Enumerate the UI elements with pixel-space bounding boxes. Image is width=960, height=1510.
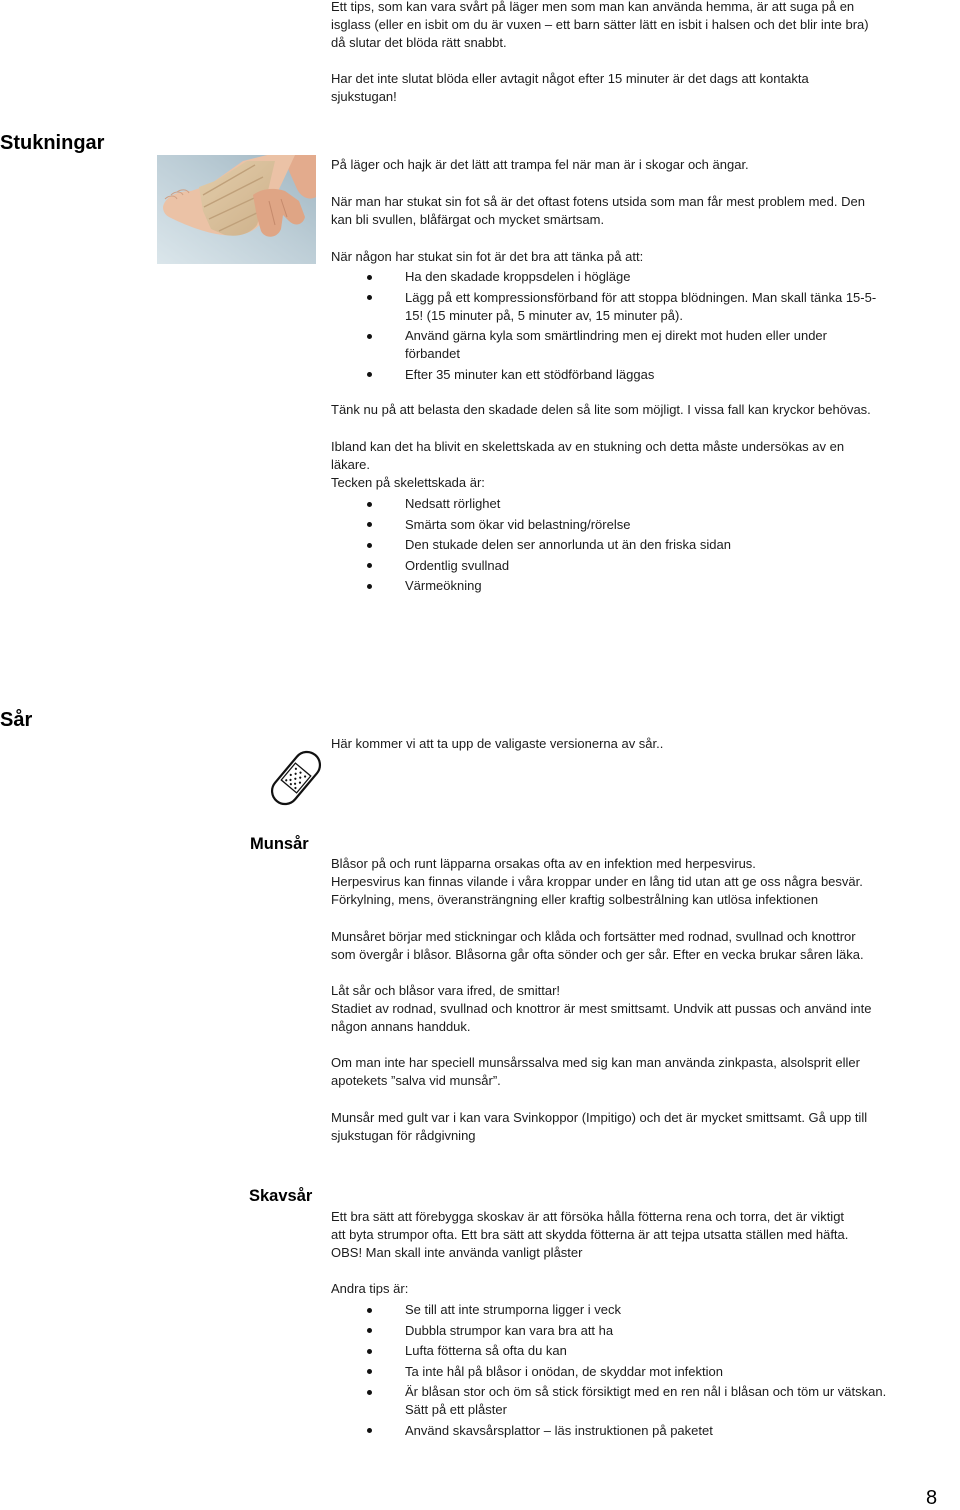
text-line: kan bli svullen, blåfärgat och mycket smärtsam. bbox=[331, 212, 605, 227]
text-line: Tänk nu på att belasta den skadade delen så lite som möjligt. I vissa fall kan kryckor behövas. bbox=[331, 402, 871, 417]
bullet-icon bbox=[367, 1369, 372, 1374]
list-item bbox=[331, 1342, 957, 1360]
text-line: Är blåsan stor och öm så stick försiktigt med en ren nål i blåsan och töm ur vätskan. bbox=[405, 1384, 887, 1399]
signs-list bbox=[331, 495, 957, 598]
list-item bbox=[331, 268, 957, 286]
list-item bbox=[331, 1383, 957, 1419]
text-line: Använd skavsårsplattor – läs instruktionen på paketet bbox=[405, 1422, 713, 1438]
text-line: Här kommer vi att ta upp de valigaste versionerna av sår.. bbox=[331, 736, 664, 751]
text-line: som övergår i blåsor. Blåsorna går ofta sönder och ger sår. Efter en vecka brukar såren läka. bbox=[331, 947, 864, 962]
munsar-paragraph bbox=[331, 1109, 957, 1145]
list-item bbox=[331, 536, 957, 554]
text-line: Ta inte hål på blåsor i onödan, de skyddar mot infektion bbox=[405, 1363, 723, 1379]
bullet-icon bbox=[367, 1390, 372, 1395]
bullet-icon bbox=[367, 543, 372, 548]
list-item bbox=[331, 516, 957, 534]
stukningar-heading: Stukningar bbox=[0, 132, 105, 154]
text-line: Sätt på ett plåster bbox=[405, 1402, 507, 1417]
care-list bbox=[331, 268, 957, 386]
text-line: Herpesvirus kan finnas vilande i våra kroppar under en lång tid utan att ge oss några besvär. bbox=[331, 874, 863, 889]
text-line: På läger och hajk är det lätt att trampa fel när man är i skogar och ängar. bbox=[331, 157, 749, 172]
bullet-icon bbox=[367, 1328, 372, 1333]
text-line: Tecken på skelettskada är: bbox=[331, 475, 485, 490]
list-item bbox=[331, 327, 957, 363]
sar-heading: Sår bbox=[0, 709, 33, 731]
text-line: Stadiet av rodnad, svullnad och knottror är mest smittsamt. Undvik att pussas och använd inte bbox=[331, 1001, 872, 1016]
text-line: Har det inte slutat blöda eller avtagit något efter 15 minuter är det dags att kontakta bbox=[331, 71, 809, 86]
followup-paragraph bbox=[331, 70, 957, 106]
page-number: 8 bbox=[926, 1487, 938, 1509]
text-line: någon annans handduk. bbox=[331, 1019, 471, 1034]
text-line: läkare. bbox=[331, 457, 371, 472]
text-line: Ordentlig svullnad bbox=[405, 557, 510, 573]
list-item bbox=[331, 1301, 957, 1319]
bullet-icon bbox=[367, 584, 372, 589]
list-item bbox=[331, 1422, 957, 1440]
bullet-icon bbox=[367, 522, 372, 527]
text-line: Efter 35 minuter kan ett stödförband läggas bbox=[405, 366, 655, 382]
text-line: Låt sår och blåsor vara ifred, de smittar! bbox=[331, 983, 561, 998]
bullet-icon bbox=[367, 563, 372, 568]
text-line: Se till att inte strumporna ligger i veck bbox=[405, 1302, 622, 1317]
stukningar-intro bbox=[331, 156, 957, 174]
list-item bbox=[331, 557, 957, 575]
munsar-paragraph bbox=[331, 982, 957, 1036]
bullet-icon bbox=[367, 295, 372, 300]
munsar-paragraph bbox=[331, 855, 957, 909]
text-line: När man har stukat sin fot så är det oftast fotens utsida som man får mest problem med. Den bbox=[331, 194, 865, 209]
text-line: Värmeökning bbox=[405, 578, 482, 593]
sar-intro bbox=[331, 735, 957, 753]
list-item bbox=[331, 1363, 957, 1381]
text-line: Ibland kan det ha blivit en skelettskada av en stukning och detta måste undersökas av en bbox=[331, 439, 845, 454]
care-intro bbox=[331, 248, 957, 266]
text-line: Dubbla strumpor kan vara bra att ha bbox=[405, 1322, 614, 1338]
text-line: Blåsor på och runt läpparna orsakas ofta av en infektion med herpesvirus. bbox=[331, 856, 756, 871]
text-line: då slutar det blöda rätt snabbt. bbox=[331, 35, 507, 50]
text-line: Om man inte har speciell munsårssalva med sig kan man använda zinkpasta, alsolsprit eller bbox=[331, 1055, 860, 1070]
text-line: Lägg på ett kompressionsförband för att stoppa blödningen. Man skall tänka 15-5- bbox=[405, 289, 877, 305]
load-paragraph bbox=[331, 401, 957, 419]
text-line: Ett tips, som kan vara svårt på läger men som man kan använda hemma, är att suga på en bbox=[331, 0, 855, 14]
text-line: Lufta fötterna så ofta du kan bbox=[405, 1343, 567, 1358]
text-line: sjukstugan! bbox=[331, 89, 397, 104]
text-line: isglass (eller en isbit om du är vuxen – ett barn sätter lätt en isbit i halsen och det blir inte bra) bbox=[331, 17, 869, 32]
list-item bbox=[331, 577, 957, 595]
text-line: Ha den skadade kroppsdelen i högläge bbox=[405, 269, 631, 284]
text-line: sjukstugan för rådgivning bbox=[331, 1128, 476, 1143]
text-line: apotekets ”salva vid munsår”. bbox=[331, 1073, 501, 1088]
text-line: Munsåret börjar med stickningar och klåda och fortsätter med rodnad, svullnad och knottror bbox=[331, 929, 856, 944]
text-line: Ett bra sätt att förebygga skoskav är att försöka hålla fötterna rena och torra, det är viktigt bbox=[331, 1209, 845, 1224]
skeleton-paragraph bbox=[331, 438, 957, 492]
bullet-icon bbox=[367, 1308, 372, 1313]
munsar-paragraph bbox=[331, 928, 957, 964]
bandage-icon bbox=[266, 746, 326, 810]
text-line: Använd gärna kyla som smärtlindring men ej direkt mot huden eller under bbox=[405, 328, 827, 343]
text-line: Munsår med gult var i kan vara Svinkoppor (Impitigo) och det är mycket smittsamt. Gå upp till bbox=[331, 1110, 868, 1125]
text-line: När någon har stukat sin fot är det bra att tänka på att: bbox=[331, 249, 644, 264]
munsar-paragraph bbox=[331, 1054, 957, 1090]
text-line: Den stukade delen ser annorlunda ut än den friska sidan bbox=[405, 537, 731, 552]
bullet-icon bbox=[367, 1428, 372, 1433]
text-line: förbandet bbox=[405, 346, 460, 361]
list-item bbox=[331, 495, 957, 513]
bullet-icon bbox=[367, 1349, 372, 1354]
bullet-icon bbox=[367, 372, 372, 377]
text-line: att byta strumpor ofta. Ett bra sätt att skydda fötterna är att tejpa utsatta ställen med häfta. bbox=[331, 1227, 849, 1242]
text-line: Förkylning, mens, överansträngning eller kraftig solbestrålning kan utlösa infektionen bbox=[331, 892, 819, 907]
text-line: 15! (15 minuter på, 5 minuter av, 15 minuter på). bbox=[405, 307, 683, 323]
list-item bbox=[331, 366, 957, 384]
bullet-icon bbox=[367, 334, 372, 339]
text-line: OBS! Man skall inte använda vanligt plåster bbox=[331, 1245, 583, 1260]
bullet-icon bbox=[367, 275, 372, 280]
list-item bbox=[331, 1322, 957, 1340]
skavsar-paragraph bbox=[331, 1208, 957, 1262]
munsar-heading: Munsår bbox=[250, 835, 309, 853]
bullet-icon bbox=[367, 502, 372, 507]
text-line: Andra tips är: bbox=[331, 1281, 409, 1296]
text-line: Nedsatt rörlighet bbox=[405, 496, 501, 511]
bandaged-ankle-photo bbox=[157, 155, 316, 264]
tips-list bbox=[331, 1301, 957, 1442]
skavsar-heading: Skavsår bbox=[249, 1187, 313, 1205]
text-line: Smärta som ökar vid belastning/rörelse bbox=[405, 516, 631, 532]
intro-paragraph bbox=[331, 0, 957, 52]
tips-intro bbox=[331, 1280, 957, 1298]
stukningar-problem bbox=[331, 193, 957, 229]
list-item bbox=[331, 289, 957, 325]
